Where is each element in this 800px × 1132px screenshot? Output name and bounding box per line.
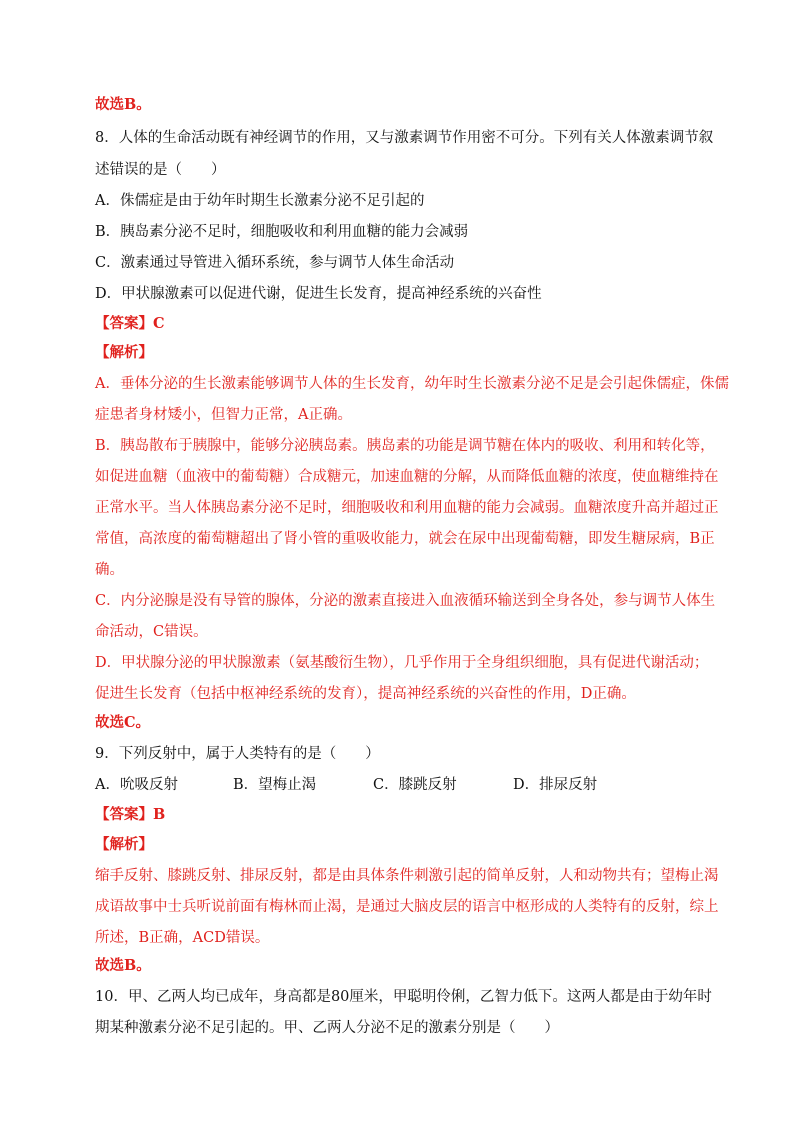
question-10-line-2: 期某种激素分泌不足引起的。甲、乙两人分泌不足的激素分别是（ ） — [95, 1020, 559, 1036]
analysis-8-line: 常值，高浓度的葡萄糖超出了肾小管的重吸收能力，就会在尿中出现葡萄糖，即发生糖尿病，B正 — [95, 531, 715, 547]
question-9-option: C．膝跳反射 — [373, 777, 457, 793]
analysis-8-line: D．甲状腺分泌的甲状腺激素（氨基酸衍生物），几乎作用于全身组织细胞，具有促进代谢活动； — [95, 655, 709, 671]
select-c-line: 故选C。 — [95, 714, 151, 731]
analysis-8-line: 促进生长发育（包括中枢神经系统的发育），提高神经系统的兴奋性的作用，D正确。 — [95, 686, 636, 702]
analysis-8-line: 命活动，C错误。 — [95, 624, 208, 640]
answer-9: 【答案】B — [95, 806, 166, 823]
analysis-8-line: B．胰岛散布于胰腺中，能够分泌胰岛素。胰岛素的功能是调节糖在体内的吸收、利用和转化等， — [95, 438, 715, 454]
question-8-line-2: 述错误的是（ ） — [95, 162, 226, 178]
question-8-option-c: C．激素通过导管进入循环系统，参与调节人体生命活动 — [95, 255, 455, 271]
analysis-8-line: 确。 — [95, 562, 124, 578]
analysis-8-line: 如促进血糖（血液中的葡萄糖）合成糖元，加速血糖的分解，从而降低血糖的浓度，使血糖维持在 — [95, 469, 719, 485]
question-9-options — [95, 775, 597, 795]
question-9-option: B．望梅止渴 — [233, 777, 317, 793]
analysis-9-line: 成语故事中士兵听说前面有梅林而止渴，是通过大脑皮层的语言中枢形成的人类特有的反射，综上 — [95, 899, 719, 915]
analysis-8-heading: 【解析】 — [95, 344, 153, 361]
question-8-option-a: A．侏儒症是由于幼年时期生长激素分泌不足引起的 — [95, 193, 425, 209]
select-b-line: 故选B。 — [95, 96, 151, 113]
question-9-option: D．排尿反射 — [513, 777, 598, 793]
analysis-8-line: 症患者身材矮小，但智力正常，A正确。 — [95, 407, 352, 423]
answer-8: 【答案】C — [95, 315, 165, 332]
question-9: 9．下列反射中，属于人类特有的是（ ） — [95, 746, 380, 762]
question-8-option-b: B．胰岛素分泌不足时，细胞吸收和利用血糖的能力会减弱 — [95, 224, 469, 240]
question-8-option-d: D．甲状腺激素可以促进代谢，促进生长发育，提高神经系统的兴奋性 — [95, 286, 542, 302]
analysis-9-line: 缩手反射、膝跳反射、排尿反射，都是由具体条件刺激引起的简单反射，人和动物共有；望梅止渴 — [95, 868, 719, 884]
question-8-line-1: 8．人体的生命活动既有神经调节的作用，又与激素调节作用密不可分。下列有关人体激素调节叙 — [95, 130, 714, 146]
question-10-line-1: 10．甲、乙两人均已成年，身高都是80厘米，甲聪明伶俐，乙智力低下。这两人都是由于幼年时 — [95, 989, 712, 1005]
question-9-option: A．吮吸反射 — [95, 777, 178, 793]
select-b-line-2: 故选B。 — [95, 957, 151, 974]
analysis-9-line: 所述，B正确，ACD错误。 — [95, 930, 270, 946]
analysis-9-heading: 【解析】 — [95, 836, 153, 853]
analysis-8-line: A．垂体分泌的生长激素能够调节人体的生长发育，幼年时生长激素分泌不足是会引起侏儒症，侏儒 — [95, 376, 729, 392]
analysis-8-line: C．内分泌腺是没有导管的腺体，分泌的激素直接进入血液循环输送到全身各处，参与调节人体生 — [95, 593, 716, 609]
analysis-8-line: 正常水平。当人体胰岛素分泌不足时，细胞吸收和利用血糖的能力会减弱。血糖浓度升高并超过正 — [95, 500, 719, 516]
